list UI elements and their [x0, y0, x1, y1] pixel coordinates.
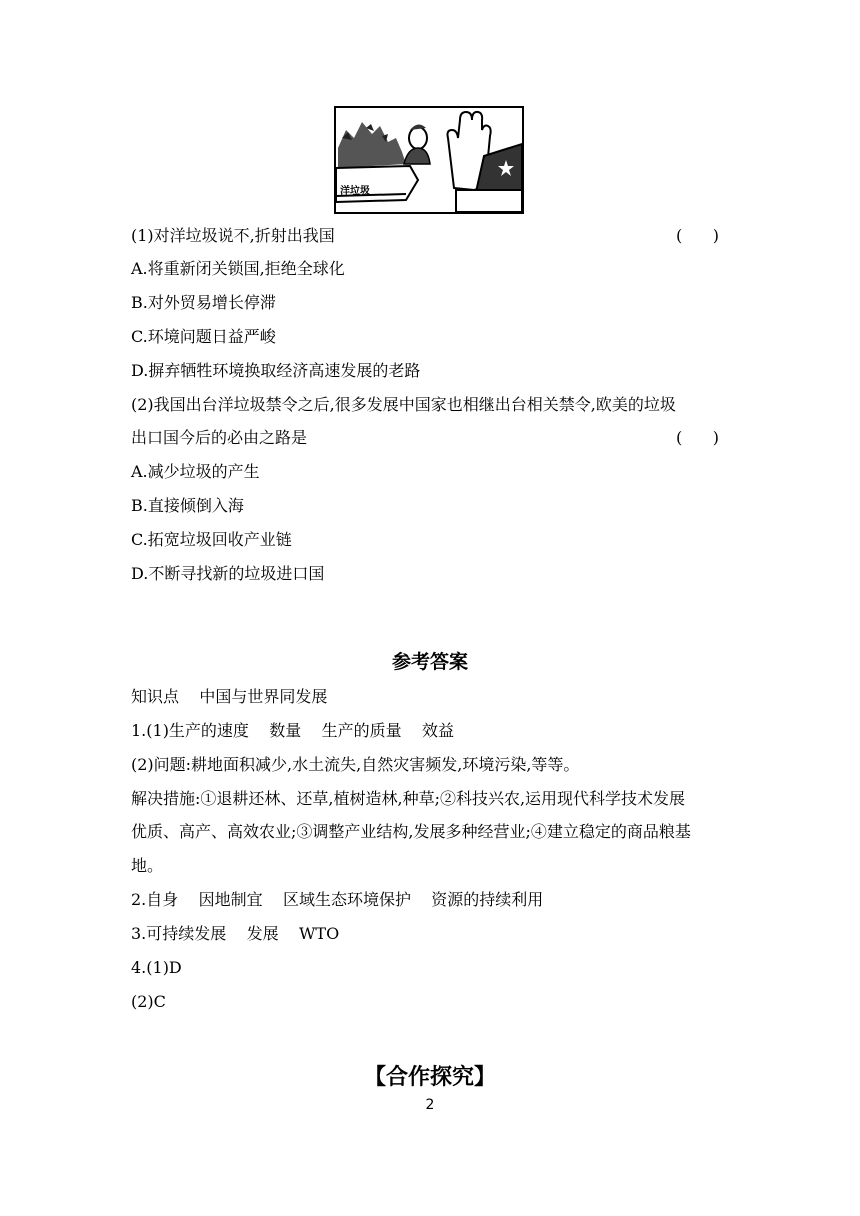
page-number: 2 [425, 1097, 435, 1113]
answer-line: 地。 [131, 856, 164, 875]
answer-line: (2)问题:耕地面积减少,水土流失,自然灾害频发,环境污染,等等。 [131, 755, 580, 774]
answer-line: 1.(1)生产的速度 数量 生产的质量 效益 [131, 721, 454, 740]
option-b: B.直接倾倒入海 [131, 496, 244, 515]
answer-line: 解决措施:①退耕还林、还草,植树造林,种草;②科技兴农,运用现代科学技术发展 [131, 789, 686, 808]
answer-paren-2: ( ) [676, 428, 719, 447]
answer-line: (2)C [131, 992, 166, 1011]
option-a: A.减少垃圾的产生 [131, 462, 260, 481]
question-1-stem: (1)对洋垃圾说不,折射出我国 [131, 226, 335, 245]
option-c: C.拓宽垃圾回收产业链 [131, 530, 292, 549]
answer-line: 3.可持续发展 发展 WTO [131, 924, 340, 943]
answer-heading: 参考答案 [391, 651, 468, 673]
option-b: B.对外贸易增长停滞 [131, 293, 276, 312]
section-heading: 【合作探究】 [363, 1065, 496, 1090]
answer-paren-1: ( ) [676, 226, 719, 245]
answer-line: 2.自身 因地制宜 区域生态环境保护 资源的持续利用 [131, 890, 544, 909]
option-d: D.摒弃牺牲环境换取经济高速发展的老路 [131, 361, 421, 380]
question-2-stem-line1: (2)我国出台洋垃圾禁令之后,很多发展中国家也相继出台相关禁令,欧美的垃圾 [131, 395, 676, 414]
cartoon-illustration [334, 106, 524, 214]
answer-line: 知识点 中国与世界同发展 [131, 687, 328, 706]
option-c: C.环境问题日益严峻 [131, 327, 276, 346]
answer-line: 优质、高产、高效农业;③调整产业结构,发展多种经营业;④建立稳定的商品粮基 [131, 822, 691, 841]
cartoon-caption: 洋垃圾 [340, 186, 370, 197]
answer-line: 4.(1)D [131, 958, 182, 977]
option-d: D.不断寻找新的垃圾进口国 [131, 564, 325, 583]
option-a: A.将重新闭关锁国,拒绝全球化 [131, 259, 345, 278]
question-2-stem-line2: 出口国今后的必由之路是 [131, 428, 308, 447]
